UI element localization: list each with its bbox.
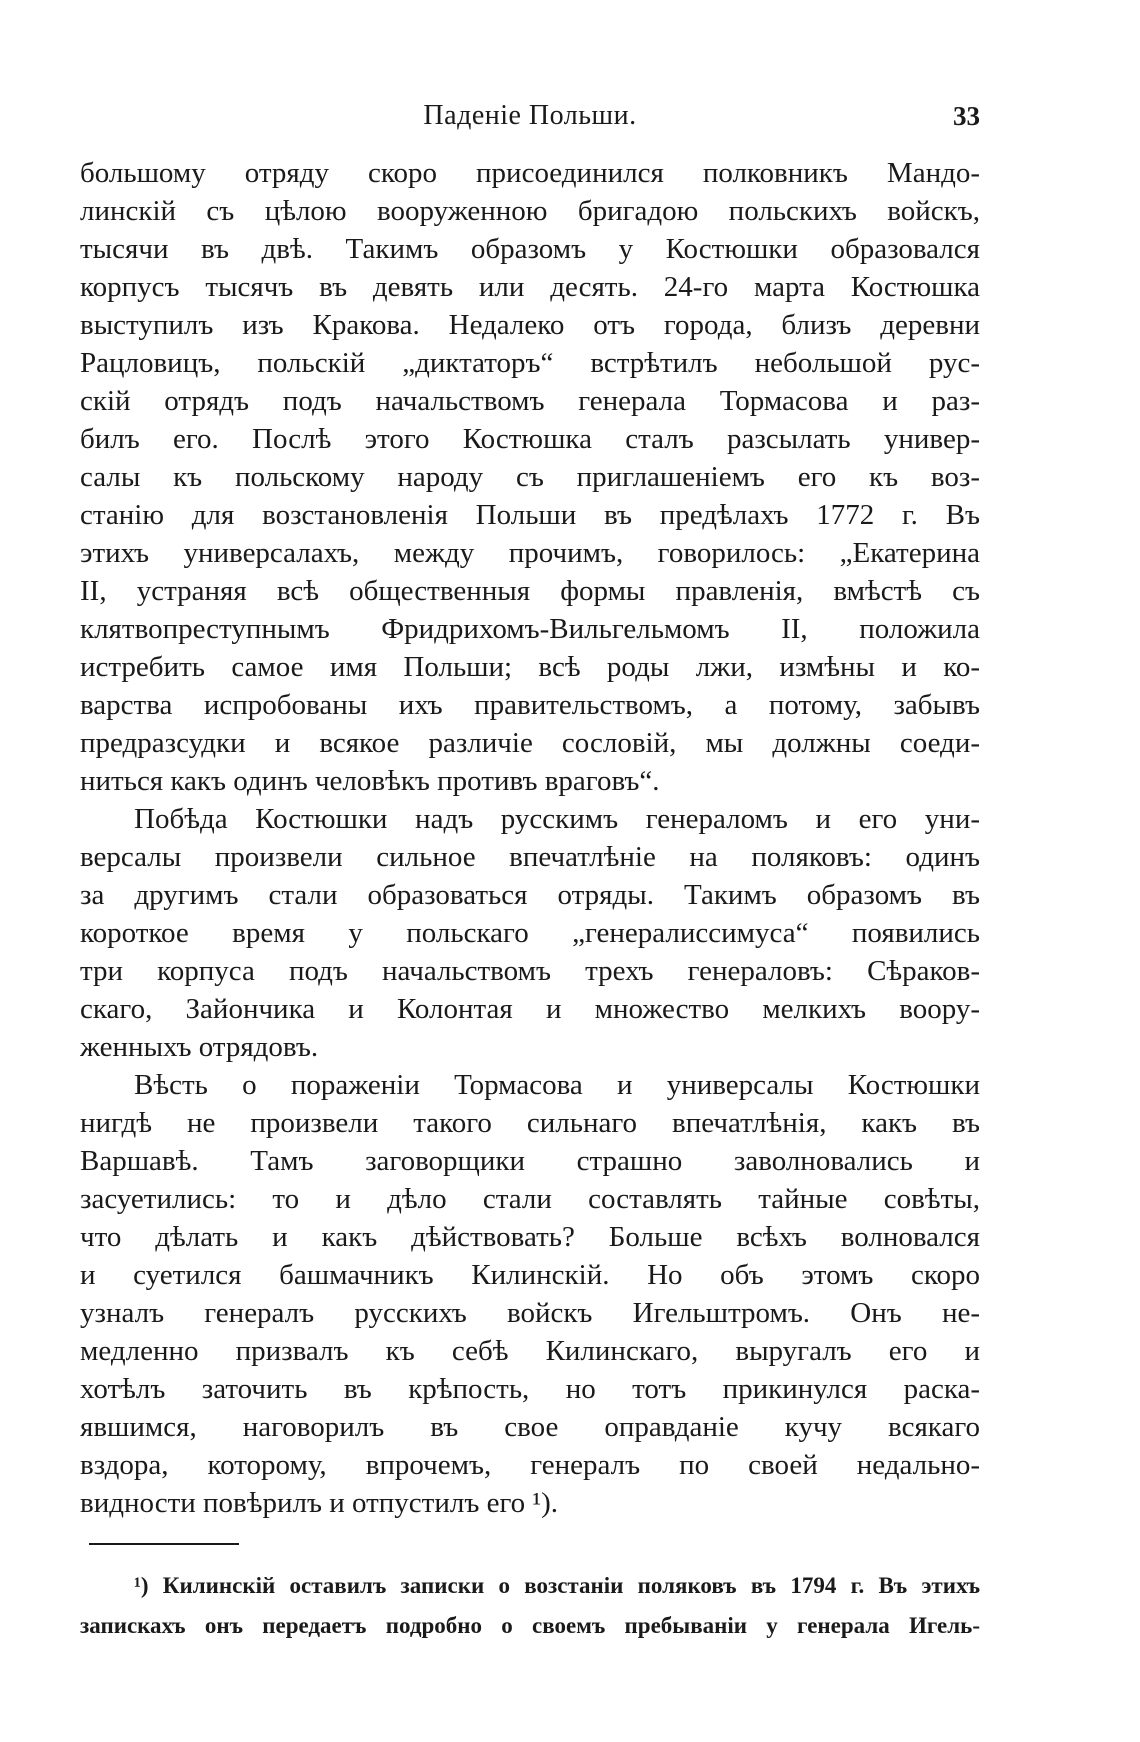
body-text [80,154,980,1522]
footnote [80,1566,980,1646]
text-line: истребить самое имя Польши; всѣ роды лжи, измѣны и ко- [80,651,980,683]
text-line: что дѣлать и какъ дѣйствовать? Больше всѣхъ волновался [80,1221,980,1253]
text-line: Варшавѣ. Тамъ заговорщики страшно заволновались и [80,1145,980,1177]
text-line: версалы произвели сильное впечатлѣніе на поляковъ: одинъ [80,841,980,873]
text-line: засуетились: то и дѣло стали составлять тайные совѣты, [80,1183,980,1215]
footnote-rule [89,1543,239,1545]
text-line: вздора, которому, впрочемъ, генералъ по своей недально- [80,1449,980,1481]
running-head [80,96,980,136]
text-line: линскій съ цѣлою вооруженною бригадою польскихъ войскъ, [80,195,980,227]
footnote-line: ¹) Килинскій оставилъ записки о возстаніи поляковъ въ 1794 г. Въ этихъ [134,1573,980,1598]
paragraph-first-line: Побѣда Костюшки надъ русскимъ генераломъ и его уни- [134,803,980,835]
paragraph-first-line: Вѣсть о пораженіи Тормасова и универсалы Костюшки [134,1069,980,1101]
text-line: станію для возстановленія Польши въ предѣлахъ 1772 г. Въ [80,499,980,531]
text-line: скій отрядъ подъ начальствомъ генерала Тормасова и раз- [80,385,980,417]
footnote-line: запискахъ онъ передаетъ подробно о своемъ пребываніи у генерала Игель- [80,1613,980,1638]
text-line: большому отряду скоро присоединился полковникъ Мандо- [80,157,980,189]
text-line: узналъ генералъ русскихъ войскъ Игельштромъ. Онъ не- [80,1297,980,1329]
text-line: тысячи въ двѣ. Такимъ образомъ у Костюшки образовался [80,233,980,265]
text-line: салы къ польскому народу съ приглашеніемъ его къ воз- [80,461,980,493]
text-line: корпусъ тысячъ въ девять или десять. 24-го марта Костюшка [80,271,980,303]
text-line: три корпуса подъ начальствомъ трехъ генераловъ: Сѣраков- [80,955,980,987]
text-line: варства испробованы ихъ правительствомъ, а потому, забывъ [80,689,980,721]
text-line: явшимся, наговорилъ въ свое оправданіе кучу всякаго [80,1411,980,1443]
text-line: билъ его. Послѣ этого Костюшка сталъ разсылать универ- [80,423,980,455]
text-line: хотѣлъ заточить въ крѣпость, но тотъ прикинулся раска- [80,1373,980,1405]
paragraph-last-line: ниться какъ одинъ человѣкъ противъ враговъ“. [80,765,660,797]
text-line: предразсудки и всякое различіе сословій, мы должны соеди- [80,727,980,759]
text-line: Рацловицъ, польскій „диктаторъ“ встрѣтилъ небольшой рус- [80,347,980,379]
running-title: Паденіе Польши. [423,100,637,131]
paragraph-last-line: женныхъ отрядовъ. [80,1031,319,1063]
text-line: медленно призвалъ къ себѣ Килинскаго, выругалъ его и [80,1335,980,1367]
page-number: 33 [953,101,980,131]
text-line: скаго, Зайончика и Колонтая и множество мелкихъ воору- [80,993,980,1025]
text-line: нигдѣ не произвели такого сильнаго впечатлѣнія, какъ въ [80,1107,980,1139]
text-line: клятвопреступнымъ Фридрихомъ-Вильгельмомъ II, положила [80,613,980,645]
text-line: этихъ универсалахъ, между прочимъ, говорилось: „Екатерина [80,537,980,569]
text-line: за другимъ стали образоваться отряды. Такимъ образомъ въ [80,879,980,911]
text-line: и суетился башмачникъ Килинскій. Но объ этомъ скоро [80,1259,980,1291]
paragraph-last-line: видности повѣрилъ и отпустилъ его ¹). [80,1487,558,1519]
text-line: выступилъ изъ Кракова. Недалеко отъ города, близъ деревни [80,309,980,341]
text-line: короткое время у польскаго „генералиссимуса“ появились [80,917,980,949]
text-line: II, устраняя всѣ общественныя формы правленія, вмѣстѣ съ [80,575,980,607]
